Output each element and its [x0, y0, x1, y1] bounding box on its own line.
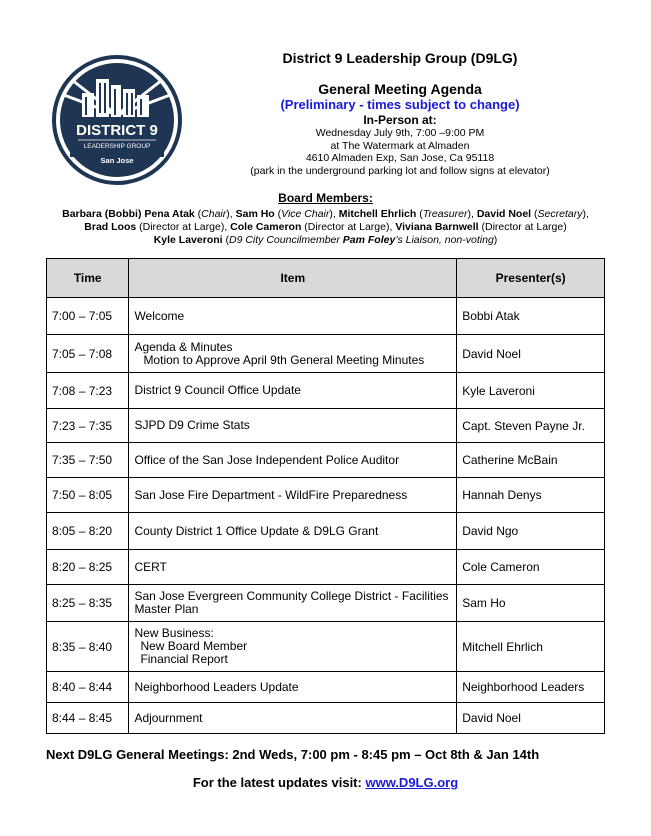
row-item: SJPD D9 Crime Stats	[129, 409, 457, 443]
table-row	[47, 478, 605, 513]
table-row	[47, 298, 605, 335]
row-time: 8:44 – 8:45	[47, 703, 129, 734]
member-name: Brad Loos	[84, 221, 137, 233]
member-role: Vice Chair	[281, 208, 330, 220]
row-presenter: David Noel	[457, 703, 605, 734]
row-presenter: David Noel	[457, 335, 605, 373]
updates-line	[0, 775, 651, 790]
logo-subtitle: LEADERSHIP GROUP	[83, 143, 151, 150]
table-row	[47, 335, 605, 373]
item-subitem: Financial Report	[140, 652, 228, 666]
row-presenter: Mitchell Ehrlich	[457, 622, 605, 672]
column-header-item: Item	[129, 259, 457, 298]
row-time: 7:50 – 8:05	[47, 478, 129, 513]
row-item: San Jose Evergreen Community College District - Facilities Master Plan	[129, 585, 457, 622]
table-row	[47, 703, 605, 734]
table-row	[47, 513, 605, 550]
row-item: County District 1 Office Update & D9LG Grant	[129, 513, 457, 550]
table-row	[47, 622, 605, 672]
org-title: District 9 Leadership Group (D9LG)	[282, 50, 518, 66]
row-presenter: David Ngo	[457, 513, 605, 550]
district-9-logo	[52, 55, 182, 185]
member-role: Director at Large	[307, 221, 386, 233]
table-row	[47, 443, 605, 478]
in-person-label: In-Person at:	[363, 113, 437, 127]
logo-title: DISTRICT 9	[76, 122, 158, 139]
table-header-row	[47, 259, 605, 298]
logo-city: San Jose	[100, 156, 134, 165]
updates-prefix: For the latest updates visit:	[192, 775, 366, 790]
meeting-address: 4610 Almaden Exp, San Jose, Ca 95118	[305, 152, 495, 164]
item-title: New Business:	[134, 626, 214, 640]
row-time: 7:05 – 7:08	[47, 335, 129, 373]
meeting-date-time: Wednesday July 9th, 7:00 –9:00 PM	[315, 127, 485, 139]
member-name: Mitchell Ehrlich	[338, 208, 417, 220]
member-name: Viviana Barnwell	[395, 221, 479, 233]
board-members-line: Brad Loos (Director at Large), Cole Cameron (Director at Large), Viviana Barnwell (Director at Large)	[84, 221, 567, 233]
row-presenter: Hannah Denys	[457, 478, 605, 513]
item-subitem: Motion to Approve April 9th General Meeting Minutes	[143, 352, 425, 367]
preliminary-note: (Preliminary - times subject to change)	[280, 97, 520, 112]
meeting-venue: at The Watermark at Almaden	[330, 140, 470, 152]
row-time: 8:25 – 8:35	[47, 585, 129, 622]
member-role: Chair	[201, 208, 227, 220]
row-presenter: Cole Cameron	[457, 550, 605, 585]
row-item: District 9 Council Office Update	[129, 373, 457, 409]
member-name: Kyle Laveroni	[153, 234, 223, 246]
item-title: Agenda & Minutes	[134, 339, 233, 354]
column-header-presenter: Presenter(s)	[457, 259, 605, 298]
row-item: Office of the San Jose Independent Police Auditor	[129, 443, 457, 478]
member-name: Sam Ho	[235, 208, 275, 220]
row-time: 8:05 – 8:20	[47, 513, 129, 550]
parking-note: (park in the underground parking lot and follow signs at elevator)	[250, 165, 550, 177]
row-time: 8:35 – 8:40	[47, 622, 129, 672]
member-role: Director at Large	[485, 221, 564, 233]
table-row	[47, 672, 605, 703]
website-link[interactable]: www.D9LG.org	[365, 775, 459, 790]
councilmember-name: Pam Foley	[342, 234, 396, 246]
board-members-title: Board Members:	[278, 191, 373, 205]
member-name: David Noel	[476, 208, 532, 220]
row-presenter: Sam Ho	[457, 585, 605, 622]
table-row	[47, 373, 605, 409]
member-name: Cole Cameron	[230, 221, 302, 233]
member-name: Barbara (Bobbi) Pena Atak	[62, 208, 195, 220]
next-meetings-note: Next D9LG General Meetings: 2nd Weds, 7:00 pm - 8:45 pm – Oct 8th & Jan 14th	[46, 747, 540, 762]
table-row	[47, 585, 605, 622]
board-members-line: Barbara (Bobbi) Pena Atak (Chair), Sam Ho (Vice Chair), Mitchell Ehrlich (Treasurer), David Noel (Secretary),	[62, 208, 589, 220]
row-presenter: Bobbi Atak	[457, 298, 605, 335]
row-item: CERT	[129, 550, 457, 585]
row-item	[129, 622, 457, 672]
row-time: 7:08 – 7:23	[47, 373, 129, 409]
row-presenter: Catherine McBain	[457, 443, 605, 478]
row-time: 8:40 – 8:44	[47, 672, 129, 703]
row-item: Welcome	[129, 298, 457, 335]
row-time: 7:00 – 7:05	[47, 298, 129, 335]
member-role: Director at Large	[142, 221, 221, 233]
row-item: Adjournment	[129, 703, 457, 734]
row-presenter: Neighborhood Leaders	[457, 672, 605, 703]
row-presenter: Kyle Laveroni	[457, 373, 605, 409]
agenda-table	[46, 258, 605, 734]
liaison-role-suffix: ’s Liaison, non-voting	[395, 234, 494, 246]
member-role: Secretary	[537, 208, 583, 220]
row-item: San Jose Fire Department - WildFire Preparedness	[129, 478, 457, 513]
table-row	[47, 550, 605, 585]
column-header-time: Time	[47, 259, 129, 298]
row-item	[129, 335, 457, 373]
row-item: Neighborhood Leaders Update	[129, 672, 457, 703]
row-time: 7:35 – 7:50	[47, 443, 129, 478]
row-time: 8:20 – 8:25	[47, 550, 129, 585]
member-role: Treasurer	[422, 208, 468, 220]
table-row	[47, 409, 605, 443]
board-members-line: Kyle Laveroni (D9 City Councilmember Pam Foley’s Liaison, non-voting)	[153, 234, 498, 246]
agenda-title: General Meeting Agenda	[318, 81, 482, 97]
row-time: 7:23 – 7:35	[47, 409, 129, 443]
row-presenter: Capt. Steven Payne Jr.	[457, 409, 605, 443]
item-subitem: New Board Member	[140, 639, 248, 653]
liaison-role-prefix: D9 City Councilmember	[229, 234, 343, 246]
